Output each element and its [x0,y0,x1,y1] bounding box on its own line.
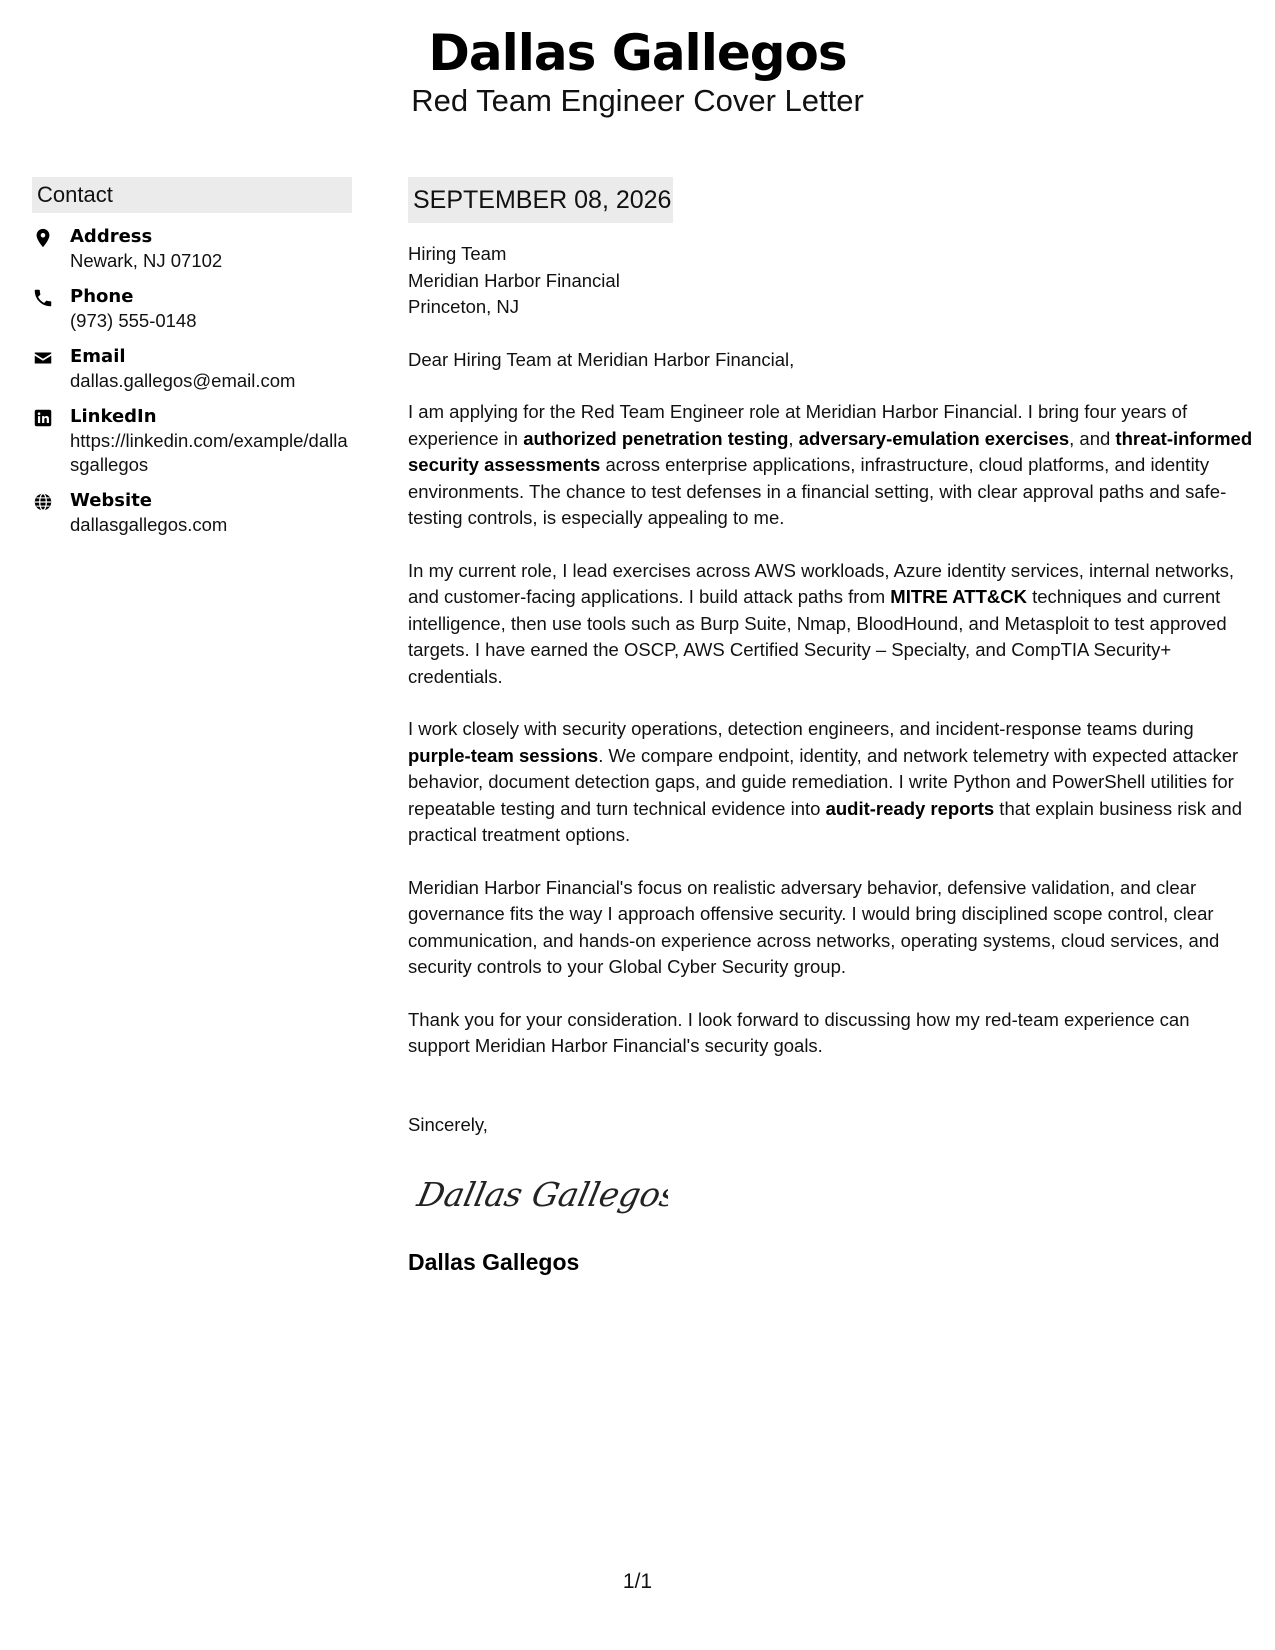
paragraph-text: , [788,427,799,449]
paragraph-text: that explain business risk and practical treatment options. [408,797,1243,845]
contact-label: Website [70,490,153,511]
body-paragraph [408,558,1253,691]
paragraph-text: Meridian Harbor Financial's focus on realistic adversary behavior, defensive validation, and clear governance fits the way I approach offensive security. I would bring disciplined scope control, clear communication, and hands-on experience across networks, operating systems, cloud services, and security controls to your Global Cyber Security group. [408,876,1220,977]
signed-name: Dallas Gallegos [408,1248,580,1275]
paragraph-text: across enterprise applications, infrastructure, cloud platforms, and identity environments. The chance to test defenses in a financial setting, with clear approval paths and safe-testing controls, is especially appealing to me. [408,454,1227,528]
contact-label: Email [70,346,126,367]
paragraph-text: . We compare endpoint, identity, and network telemetry with expected attacker behavior, document detection gaps, and guide remediation. I write Python and PowerShell utilities for repeatable testing and turn technical evidence into [408,744,1239,819]
recipient-line: Hiring Team [408,243,507,264]
contact-label: LinkedIn [70,406,157,427]
body-paragraph [408,399,1253,532]
paragraph-text: , and [1069,427,1116,449]
envelope-icon [32,347,54,369]
contact-phone [32,285,352,333]
globe-icon [32,491,54,513]
contact-address [32,225,352,273]
contact-label: Phone [70,286,134,307]
contact-value: Newark, NJ 07102 [70,250,223,271]
body-paragraph [408,716,1253,849]
greeting: Dear Hiring Team at Meridian Harbor Financial, [408,348,795,370]
phone-icon [32,287,54,309]
emphasis-text: threat-informed security assessments [408,427,1253,475]
linkedin-icon [32,407,54,429]
paragraph-text: Thank you for your consideration. I look forward to discussing how my red-team experience can support Meridian Harbor Financial's security goals. [408,1008,1190,1056]
paragraph-text: In my current role, I lead exercises across AWS workloads, Azure identity services, internal networks, and customer-facing applications. I build attack paths from [408,559,1234,607]
emphasis-text: audit-ready reports [825,797,995,819]
contact-linkedin [32,405,352,477]
location-pin-icon [32,227,54,249]
contact-link[interactable]: https://linkedin.com/example/dallasgallegos [70,430,348,475]
recipient-line: Princeton, NJ [408,296,520,317]
emphasis-text: adversary-emulation exercises [798,427,1070,449]
letter-paragraphs [408,399,1253,1060]
contact-label: Address [70,226,153,247]
paragraph-text: I am applying for the Red Team Engineer role at Meridian Harbor Financial. I bring four years of experience in [408,401,1188,449]
recipient-block [408,241,1253,321]
contact-section-title: Contact [32,177,352,213]
contact-email [32,345,352,393]
handwritten-signature [408,1158,668,1228]
applicant-name: Dallas Gallegos [428,24,847,82]
letter-header [0,22,1275,120]
body-paragraph [408,875,1253,981]
letter-body [408,177,1253,1277]
contact-value: (973) 555-0148 [70,310,197,331]
signature-text: Dallas Gallegos [414,1174,668,1214]
paragraph-text: I work closely with security operations, detection engineers, and incident-response teams during [408,718,1194,739]
emphasis-text: authorized penetration testing [523,427,789,449]
page-number: 1/1 [622,1570,653,1593]
emphasis-text: MITRE ATT&CK [890,586,1027,607]
contact-sidebar [32,177,352,537]
recipient-line: Meridian Harbor Financial [408,269,620,291]
contact-website [32,489,352,537]
letter-date: SEPTEMBER 08, 2026 [408,177,673,223]
paragraph-text: techniques and current intelligence, then use tools such as Burp Suite, Nmap, BloodHound, and Metasploit to test approved targets. I have earned the OSCP, AWS Certified Security – Specialty, and CompTIA Security+ credentials. [408,586,1227,687]
emphasis-text: purple-team sessions [408,744,599,766]
closing: Sincerely, [408,1113,488,1135]
contact-value: dallas.gallegos@email.com [70,370,296,391]
body-paragraph [408,1007,1253,1060]
document-subtitle: Red Team Engineer Cover Letter [411,83,864,118]
contact-link[interactable]: dallasgallegos.com [70,514,228,535]
